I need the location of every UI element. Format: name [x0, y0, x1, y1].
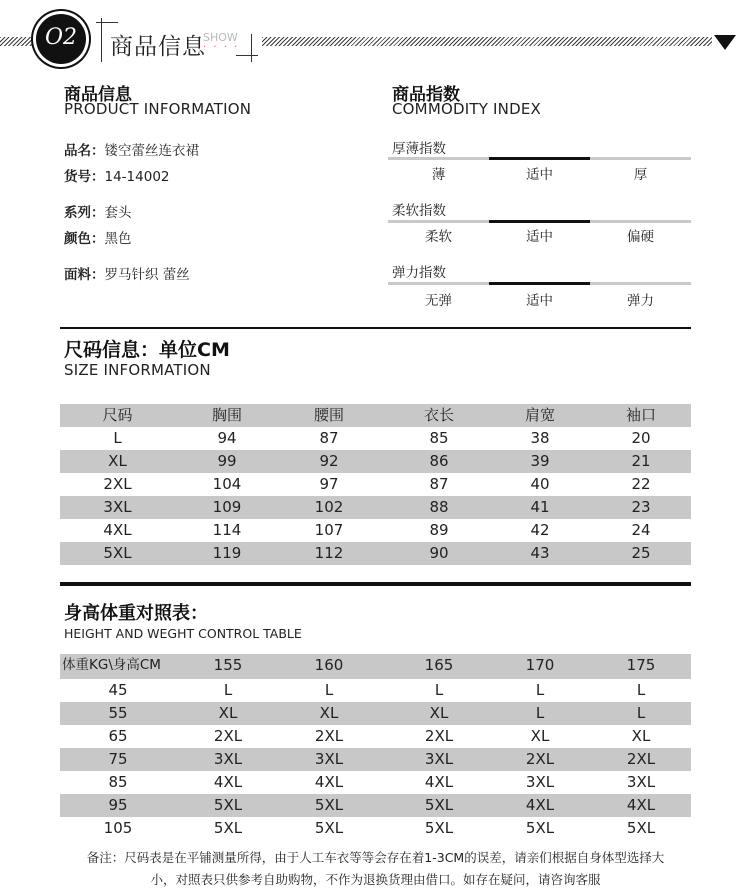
- table-cell: 20: [631, 429, 651, 447]
- table-cell: 105: [103, 819, 133, 837]
- height-weight-title-cn: 身高体重对照表：: [64, 603, 208, 624]
- table-cell: 95: [108, 796, 128, 814]
- field-value: 镂空蕾丝连衣裙: [104, 143, 199, 159]
- header-decor-dots: · · · ·: [203, 42, 240, 53]
- table-cell: 24: [631, 521, 651, 539]
- size-col-header: 腰围: [313, 406, 344, 424]
- table-cell: 4XL: [626, 796, 656, 814]
- field-label: 面料：: [64, 267, 105, 283]
- table-cell: 43: [530, 544, 550, 562]
- table-cell: 87: [429, 475, 449, 493]
- field-name: [64, 139, 199, 159]
- table-cell: 90: [429, 544, 449, 562]
- elasticity-index-label: 弹力指数: [392, 265, 446, 281]
- field-color: [64, 227, 132, 247]
- table-cell: 55: [108, 704, 128, 722]
- table-cell: 85: [429, 429, 449, 447]
- table-cell: 5XL: [424, 819, 454, 837]
- header-vline: [101, 18, 102, 62]
- table-row: [60, 794, 691, 817]
- product-info-title-cn: 商品信息: [64, 85, 132, 105]
- table-row: [60, 542, 691, 565]
- size-col-header: 衣长: [423, 406, 454, 424]
- table-row: [60, 519, 691, 542]
- elasticity-option-medium: 适中: [526, 293, 553, 309]
- size-info-title-en: SIZE INFORMATION: [64, 361, 211, 379]
- field-series: [64, 201, 132, 221]
- table-cell: 5XL: [314, 796, 344, 814]
- table-row: [60, 679, 691, 702]
- divider-height-weight-section: [60, 582, 691, 586]
- thickness-option-thin: 薄: [431, 167, 446, 183]
- section-number-badge: [36, 14, 86, 64]
- triangle-down-icon: [714, 35, 736, 50]
- table-row: [60, 771, 691, 794]
- size-table-header: [60, 404, 691, 427]
- table-cell: XL: [108, 452, 127, 470]
- thickness-index-marker: [489, 157, 590, 160]
- table-cell: 114: [212, 521, 242, 539]
- table-cell: 2XL: [314, 727, 344, 745]
- header-show-label: SHOW: [203, 31, 238, 44]
- table-cell: 2XL: [103, 475, 132, 493]
- table-cell: XL: [429, 704, 449, 722]
- elasticity-option-none: 无弹: [425, 293, 452, 309]
- field-value: 14-14002: [104, 169, 170, 185]
- thickness-option-thick: 厚: [633, 167, 648, 183]
- table-cell: 40: [530, 475, 550, 493]
- hw-col-header: 160: [314, 656, 344, 674]
- table-cell: 85: [108, 773, 128, 791]
- field-label: 颜色：: [64, 231, 105, 247]
- field-label: 系列：: [64, 205, 105, 221]
- table-cell: 23: [631, 498, 651, 516]
- table-cell: 5XL: [213, 819, 243, 837]
- table-cell: 4XL: [525, 796, 555, 814]
- table-cell: 94: [217, 429, 237, 447]
- table-cell: 25: [631, 544, 651, 562]
- table-cell: 86: [429, 452, 449, 470]
- hw-col-header: 170: [525, 656, 555, 674]
- table-cell: 75: [108, 750, 128, 768]
- table-cell: 112: [314, 544, 344, 562]
- softness-index-marker: [489, 220, 590, 223]
- field-fabric: [64, 263, 190, 283]
- commodity-index-title-en: COMMODITY INDEX: [392, 100, 541, 118]
- table-cell: 89: [429, 521, 449, 539]
- table-cell: 3XL: [213, 750, 243, 768]
- header-hline-bottom: [236, 55, 258, 56]
- table-cell: L: [535, 681, 545, 699]
- table-row: [60, 725, 691, 748]
- table-row: [60, 450, 691, 473]
- table-cell: 3XL: [103, 498, 132, 516]
- header-title: 商品信息: [110, 34, 206, 60]
- product-info-title-en: PRODUCT INFORMATION: [64, 100, 252, 118]
- height-weight-title-en: HEIGHT AND WEGHT CONTROL TABLE: [64, 626, 302, 641]
- table-cell: L: [636, 681, 646, 699]
- thickness-index-label: 厚薄指数: [392, 141, 446, 157]
- table-cell: 39: [530, 452, 550, 470]
- table-cell: 2XL: [525, 750, 555, 768]
- table-cell: 5XL: [314, 819, 344, 837]
- table-cell: 5XL: [424, 796, 454, 814]
- footnote-line-1: 备注：尺码表是在平铺测量所得，由于人工车衣等等会存在着1-3CM的误差，请亲们根据自身体型选择大: [86, 850, 665, 865]
- field-label: 货号：: [64, 169, 105, 185]
- table-cell: L: [223, 681, 233, 699]
- hatch-stripe-left: [0, 37, 36, 46]
- thickness-option-medium: 适中: [526, 167, 553, 183]
- table-cell: 21: [631, 452, 651, 470]
- height-weight-table-header: [60, 654, 691, 679]
- table-cell: 5XL: [525, 819, 555, 837]
- table-cell: 38: [530, 429, 550, 447]
- softness-option-medium: 适中: [526, 229, 553, 245]
- header-hline-top: [96, 22, 118, 23]
- size-col-header: 肩宽: [524, 406, 555, 424]
- table-cell: XL: [530, 727, 550, 745]
- hw-col-header: 175: [626, 656, 656, 674]
- table-row: [60, 496, 691, 519]
- softness-option-hard: 偏硬: [627, 229, 654, 245]
- table-cell: 5XL: [103, 544, 132, 562]
- elasticity-index-bar: [388, 282, 691, 285]
- table-cell: L: [434, 681, 444, 699]
- table-cell: 3XL: [314, 750, 344, 768]
- table-cell: XL: [218, 704, 238, 722]
- table-cell: 42: [530, 521, 550, 539]
- elasticity-index-marker: [489, 282, 590, 285]
- field-label: 品名：: [64, 143, 105, 159]
- table-cell: 99: [217, 452, 237, 470]
- thickness-index-bar: [388, 157, 691, 160]
- table-cell: 87: [319, 429, 339, 447]
- table-cell: L: [636, 704, 646, 722]
- table-cell: 107: [314, 521, 344, 539]
- table-cell: 65: [108, 727, 128, 745]
- softness-index-bar: [388, 220, 691, 223]
- size-col-header: 胸围: [211, 406, 242, 424]
- table-row: [60, 473, 691, 496]
- elasticity-option-stretch: 弹力: [627, 293, 654, 309]
- table-cell: 88: [429, 498, 449, 516]
- hw-col-header: 155: [213, 656, 243, 674]
- table-cell: 3XL: [424, 750, 454, 768]
- table-cell: L: [535, 704, 545, 722]
- table-cell: 4XL: [103, 521, 132, 539]
- table-cell: 4XL: [213, 773, 243, 791]
- table-cell: 5XL: [213, 796, 243, 814]
- table-cell: L: [324, 681, 334, 699]
- commodity-index-title-cn: 商品指数: [392, 85, 460, 105]
- table-cell: 45: [108, 681, 128, 699]
- softness-index-label: 柔软指数: [392, 203, 446, 219]
- table-cell: 102: [314, 498, 344, 516]
- table-cell: 3XL: [626, 773, 656, 791]
- softness-option-soft: 柔软: [425, 229, 452, 245]
- table-cell: 41: [530, 498, 550, 516]
- header-vline-right: [251, 34, 252, 62]
- hw-col-header: 165: [424, 656, 454, 674]
- table-cell: 109: [212, 498, 242, 516]
- table-cell: 2XL: [213, 727, 243, 745]
- table-cell: 119: [212, 544, 242, 562]
- table-cell: 2XL: [424, 727, 454, 745]
- field-item-number: [64, 165, 170, 185]
- table-cell: 5XL: [626, 819, 656, 837]
- size-col-header: 尺码: [102, 406, 133, 424]
- footnote-line-2: 小，对照表只供参考自助购物，不作为退换货理由借口。如存在疑问，请咨询客服: [150, 872, 601, 887]
- field-value: 罗马针织 蕾丝: [104, 267, 190, 283]
- table-cell: 22: [631, 475, 651, 493]
- table-cell: 4XL: [314, 773, 344, 791]
- footnote: [60, 847, 691, 891]
- table-cell: 104: [212, 475, 242, 493]
- field-value: 套头: [104, 205, 132, 221]
- table-cell: L: [113, 429, 122, 447]
- table-cell: XL: [631, 727, 651, 745]
- table-cell: 2XL: [626, 750, 656, 768]
- section-number: O2: [44, 25, 78, 50]
- hw-col-header-corner: 体重KG\身高CM: [62, 657, 161, 673]
- size-col-header: 袖口: [625, 406, 656, 424]
- table-cell: 3XL: [525, 773, 555, 791]
- divider-size-section: [60, 327, 691, 329]
- table-row: [60, 702, 691, 725]
- table-row: [60, 817, 691, 840]
- table-cell: 92: [319, 452, 339, 470]
- size-info-title-cn: 尺码信息：单位CM: [64, 339, 230, 361]
- hatch-stripe-right: [262, 37, 712, 46]
- table-row: [60, 427, 691, 450]
- table-cell: 4XL: [424, 773, 454, 791]
- field-value: 黑色: [104, 231, 132, 247]
- table-row: [60, 748, 691, 771]
- table-cell: XL: [319, 704, 339, 722]
- table-cell: 97: [319, 475, 339, 493]
